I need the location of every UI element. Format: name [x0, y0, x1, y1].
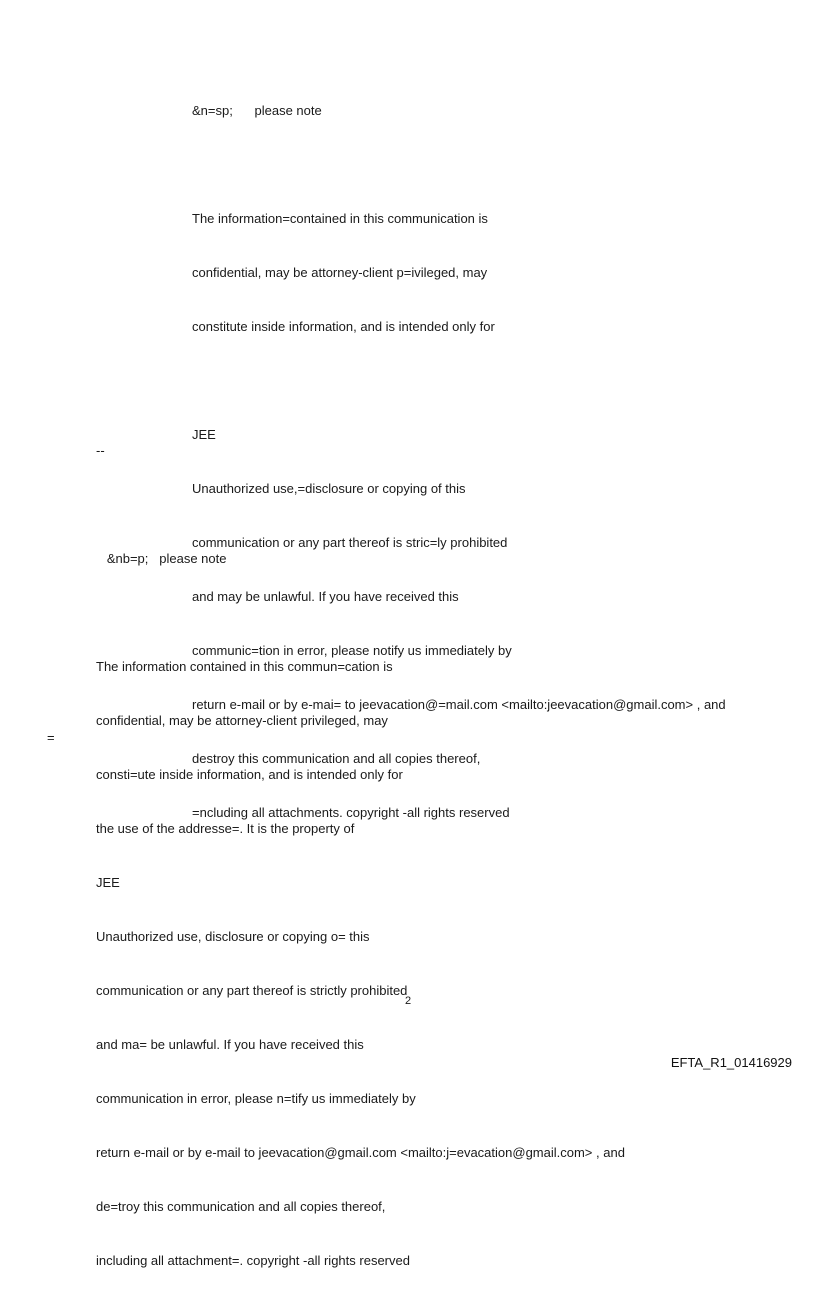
text-line — [96, 496, 625, 514]
text-line: The information contained in this commun=cation is — [96, 659, 393, 674]
text-line: destroy this communication and all copies thereof, — [192, 751, 481, 766]
text-line: communication or any part thereof is stric=ly prohibited — [192, 535, 508, 550]
page-number: 2 — [404, 995, 412, 1007]
trailing-equals-mark: = — [47, 730, 55, 745]
text-line: &n=sp; please note — [192, 103, 322, 118]
text-line: confidential, may be attorney-client privileged, may — [96, 713, 388, 728]
text-line: communication or any part thereof is strictly prohibited — [96, 983, 408, 998]
text-line — [192, 372, 726, 390]
text-line: the use of the addresse=. It is the property of — [96, 821, 355, 836]
text-line: &nb=p; please note — [96, 551, 227, 566]
text-line: JEE — [192, 427, 216, 442]
text-line: de=troy this communication and all copies thereof, — [96, 1199, 386, 1214]
text-line: =ncluding all attachments. copyright -all rights reserved — [192, 805, 510, 820]
text-line: including all attachment=. copyright -all rights reserved — [96, 1253, 410, 1268]
text-line: and may be unlawful. If you have received this — [192, 589, 459, 604]
text-line: communication in error, please n=tify us immediately by — [96, 1091, 416, 1106]
text-line: Unauthorized use, disclosure or copying o= this — [96, 929, 370, 944]
signature-separator: -- — [96, 443, 105, 458]
text-line: consti=ute inside information, and is intended only for — [96, 767, 403, 782]
text-line: and ma= be unlawful. If you have received this — [96, 1037, 364, 1052]
text-line — [96, 604, 625, 622]
text-line: return e-mail or by e-mail to jeevacation@gmail.com <mailto:j=evacation@gmail.com> , and — [96, 1145, 625, 1160]
text-line: return e-mail or by e-mai= to jeevacation@=mail.com <mailto:jeevacation@gmail.com> , and — [192, 697, 726, 712]
email-disclaimer-block — [96, 406, 625, 1306]
text-line: communic=tion in error, please notify us immediately by — [192, 643, 512, 658]
text-line: Unauthorized use,=disclosure or copying of this — [192, 481, 466, 496]
text-line: JEE — [96, 875, 120, 890]
text-line: The information=contained in this communication is — [192, 211, 488, 226]
text-line: confidential, may be attorney-client p=ivileged, may — [192, 265, 488, 280]
text-line: constitute inside information, and is intended only for — [192, 319, 495, 334]
text-line — [192, 156, 726, 174]
document-id-stamp: EFTA_R1_01416929 — [670, 1055, 792, 1070]
